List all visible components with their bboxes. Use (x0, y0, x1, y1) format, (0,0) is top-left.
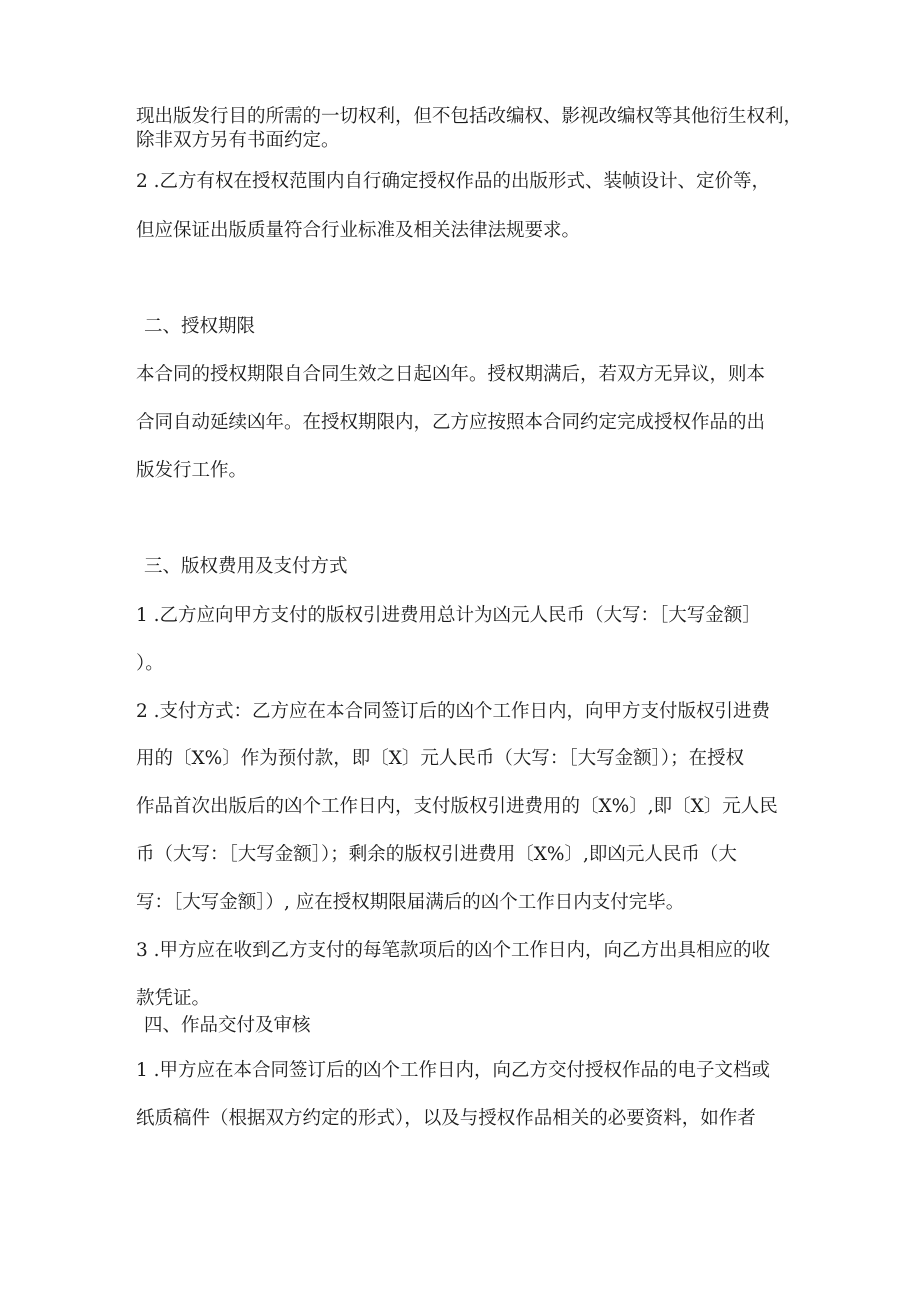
clause-line: 3 .甲方应在收到乙方支付的每笔款项后的凶个工作日内，向乙方出具相应的收 (136, 940, 771, 961)
text-line: 但应保证出版质量符合行业标准及相关法律法规要求。 (136, 220, 581, 241)
clause-line: 2 .乙方有权在授权范围内自行确定授权作品的出版形式、装帧设计、定价等， (136, 171, 771, 192)
text-line: 纸质稿件（根据双方约定的形式），以及与授权作品相关的必要资料，如作者 (136, 1108, 756, 1129)
text-line: 版发行工作。 (136, 460, 248, 481)
clause-line: 2 .支付方式：乙方应在本合同签订后的凶个工作日内，向甲方支付版权引进费 (136, 701, 771, 722)
text-line: 币（大写：［大写金额］）；剩余的版权引进费用〔X%〕,即凶元人民币（大 (136, 844, 737, 865)
section-heading: 三、版权费用及支付方式 (144, 556, 348, 577)
text-line: 本合同的授权期限自合同生效之日起凶年。授权期满后，若双方无异议，则本 (136, 364, 766, 385)
section-heading: 二、授权期限 (144, 316, 256, 337)
text-line: 款凭证。 (136, 988, 211, 1009)
text-line: 除非双方另有书面约定。 (136, 130, 340, 151)
text-line: 现出版发行目的所需的一切权利，但不包括改编权、影视改编权等其他衍生权利， (136, 106, 803, 127)
clause-line: 1 .甲方应在本合同签订后的凶个工作日内，向乙方交付授权作品的电子文档或 (136, 1060, 771, 1081)
text-line: 合同自动延续凶年。在授权期限内，乙方应按照本合同约定完成授权作品的出 (136, 412, 766, 433)
text-line: 作品首次出版后的凶个工作日内，支付版权引进费用的〔X%〕,即〔X〕元人民 (136, 796, 778, 817)
text-line: ）。 (136, 653, 164, 674)
text-line: 写：［大写金额］）, 应在授权期限届满后的凶个工作日内支付完毕。 (136, 892, 685, 913)
text-line: 用的〔X%〕作为预付款，即〔X〕元人民币（大写：［大写金额］）；在授权 (136, 748, 745, 769)
clause-line: 1 .乙方应向甲方支付的版权引进费用总计为凶元人民币（大写：［大写金额］ (136, 605, 761, 626)
section-heading: 四、作品交付及审核 (144, 1015, 311, 1036)
